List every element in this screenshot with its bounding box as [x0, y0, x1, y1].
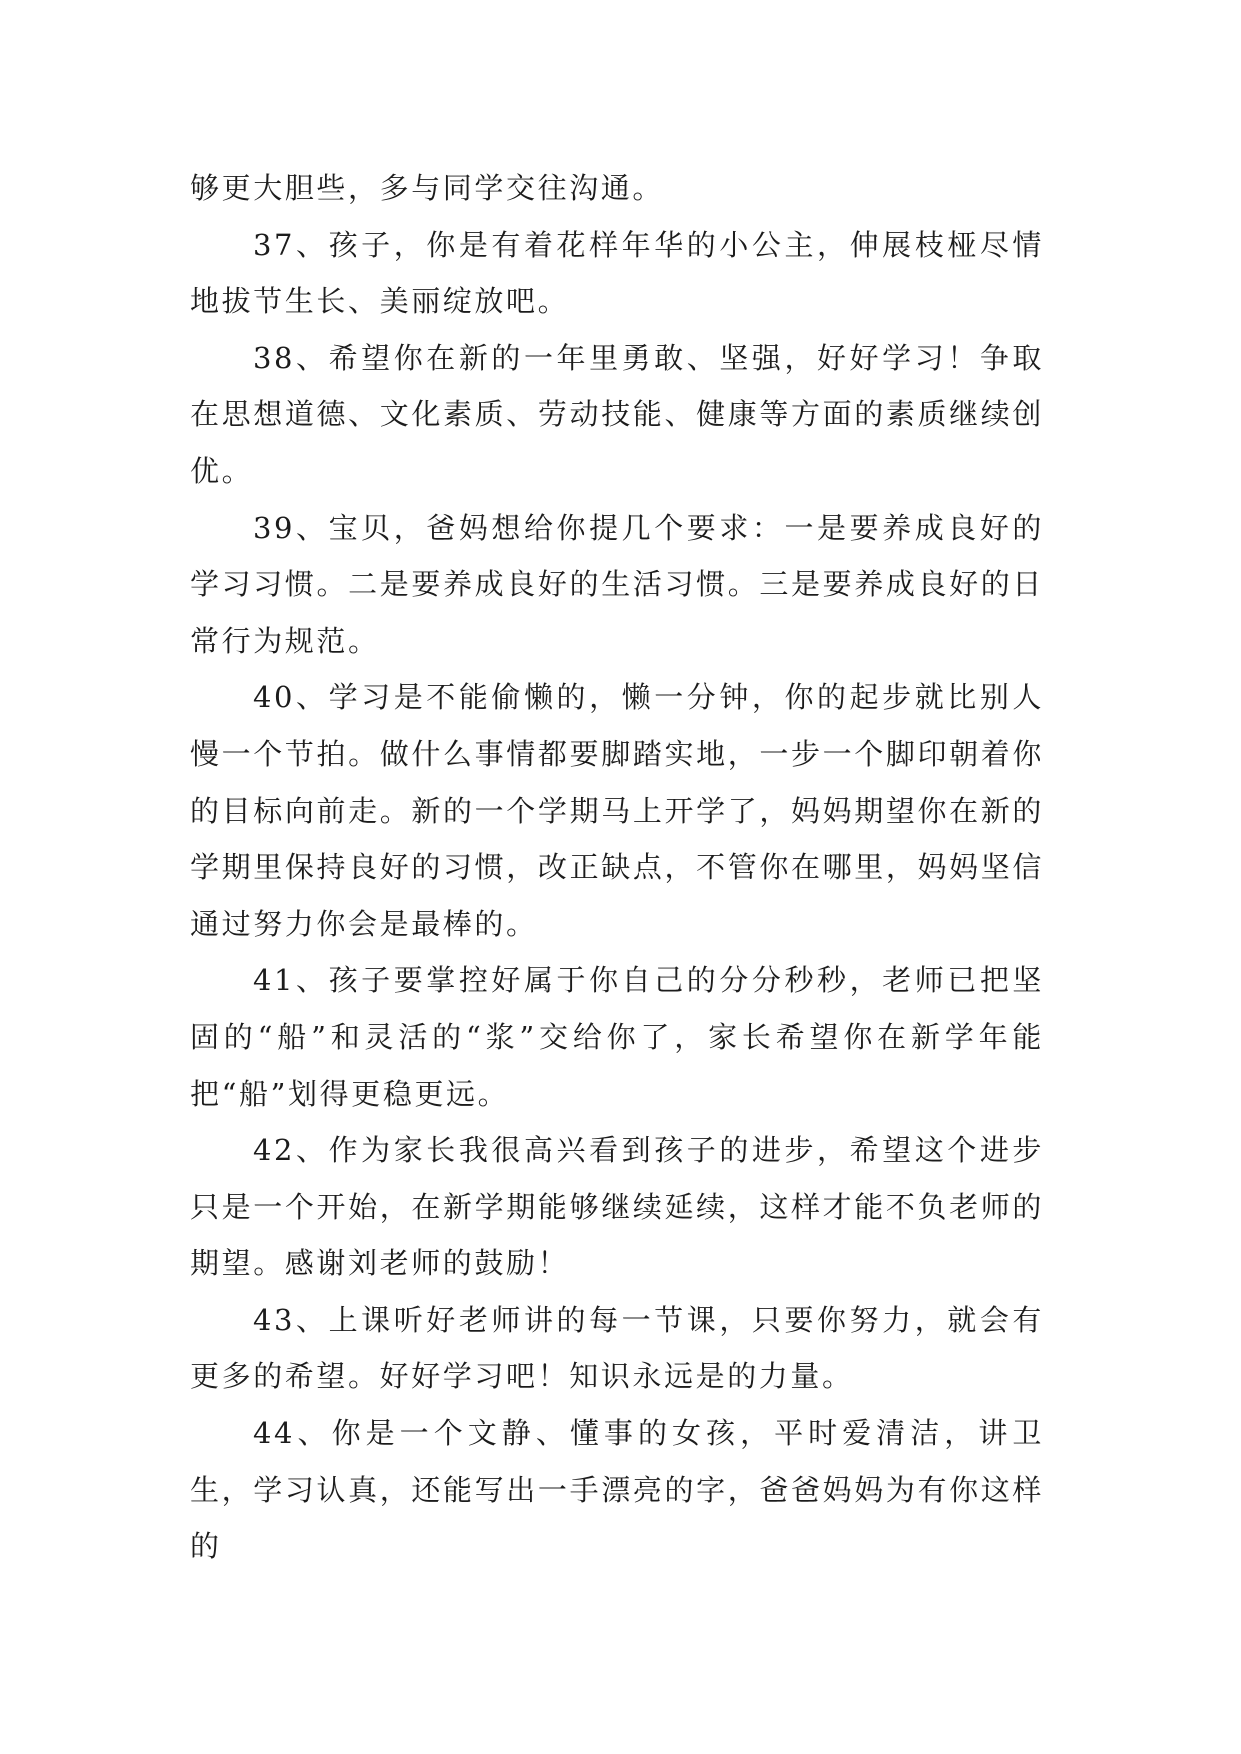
paragraph-continuation: 够更大胆些，多与同学交往沟通。	[190, 171, 665, 205]
paragraph-40: 40、学习是不能偷懒的，懒一分钟，你的起步就比别人慢一个节拍。做什么事情都要脚踏实地，一步一个脚印朝着你的目标向前走。新的一个学期马上开学了，妈妈期望你在新的学期里保持良好的习惯，改正缺点，不管你在哪里，妈妈坚信通过努力你会是最棒的。	[190, 680, 1044, 941]
document-body	[190, 160, 1044, 1575]
paragraph-38: 38、希望你在新的一年里勇敢、坚强，好好学习！争取在思想道德、文化素质、劳动技能、健康等方面的素质继续创优。	[190, 340, 1044, 488]
paragraph-41: 41、孩子要掌控好属于你自己的分分秒秒，老师已把坚固的“船”和灵活的“浆”交给你了，家长希望你在新学年能把“船”划得更稳更远。	[190, 963, 1044, 1111]
paragraph-44: 44、你是一个文静、懂事的女孩，平时爱清洁，讲卫生，学习认真，还能写出一手漂亮的字，爸爸妈妈为有你这样的	[190, 1416, 1044, 1564]
paragraph-42: 42、作为家长我很高兴看到孩子的进步，希望这个进步只是一个开始，在新学期能够继续延续，这样才能不负老师的期望。感谢刘老师的鼓励！	[190, 1133, 1044, 1281]
paragraph-37: 37、孩子，你是有着花样年华的小公主，伸展枝桠尽情地拔节生长、美丽绽放吧。	[190, 227, 1044, 319]
paragraph-43: 43、上课听好老师讲的每一节课，只要你努力，就会有更多的希望。好好学习吧！知识永远是的力量。	[190, 1302, 1044, 1394]
paragraph-39: 39、宝贝，爸妈想给你提几个要求：一是要养成良好的学习习惯。二是要养成良好的生活习惯。三是要养成良好的日常行为规范。	[190, 510, 1044, 658]
